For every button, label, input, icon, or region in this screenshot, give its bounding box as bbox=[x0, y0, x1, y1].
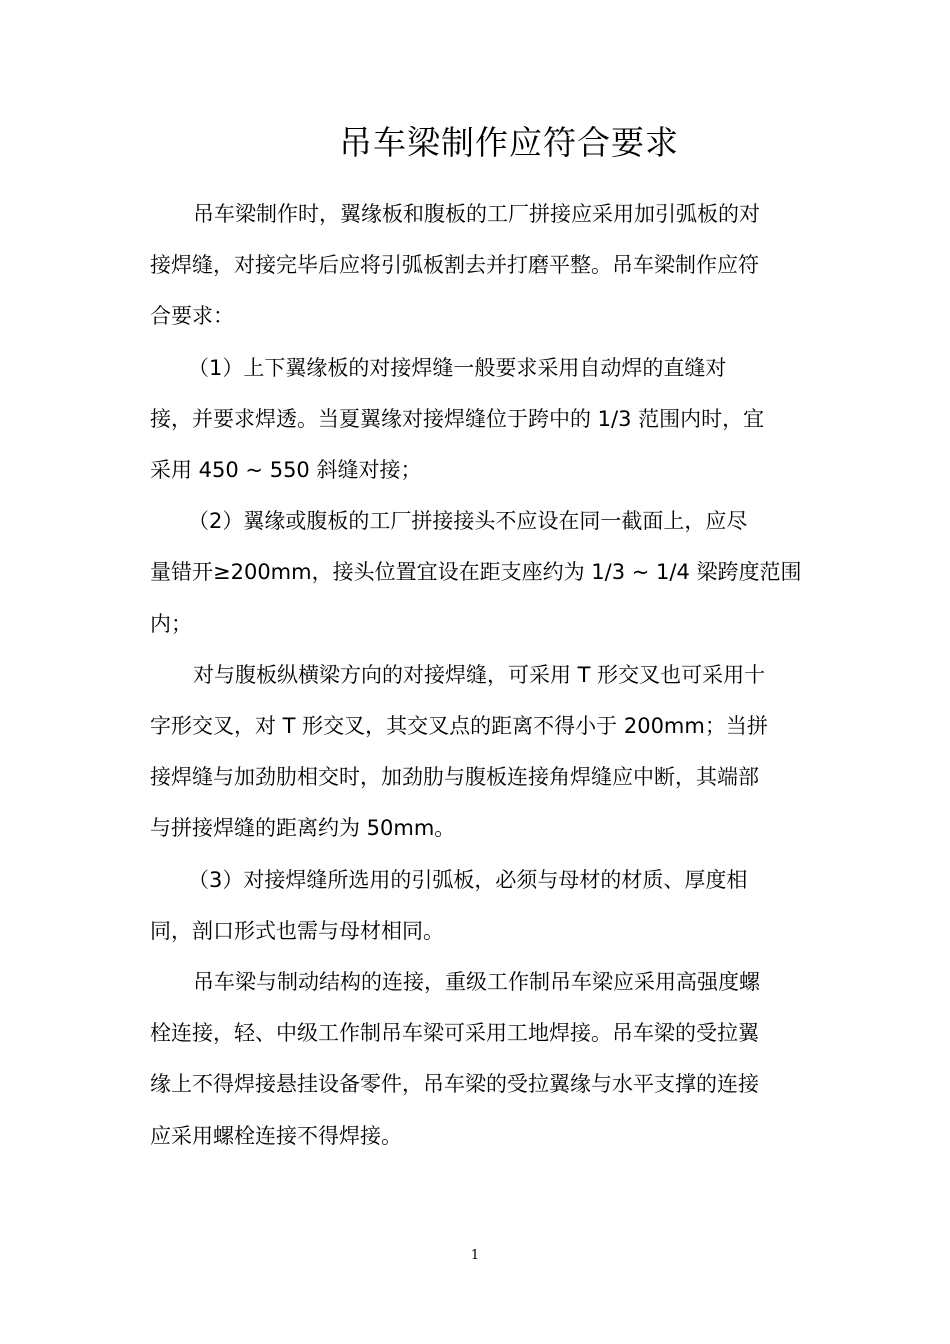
paragraph-item-1 bbox=[150, 343, 800, 497]
paragraph-line: 接焊缝与加劲肋相交时，加劲肋与腹板连接角焊缝应中断，其端部 bbox=[150, 765, 759, 790]
paragraph-line: 采用 450 ~ 550 斜缝对接； bbox=[150, 458, 422, 483]
paragraph-line: 缘上不得焊接悬挂设备零件，吊车梁的受拉翼缘与水平支撑的连接 bbox=[150, 1072, 759, 1097]
paragraph-line: （3）对接焊缝所选用的引弧板，必须与母材的材质、厚度相 bbox=[188, 867, 748, 892]
paragraph-line: 栓连接，轻、中级工作制吊车梁可采用工地焊接。吊车梁的受拉翼 bbox=[150, 1021, 759, 1046]
document-title: 吊车梁制作应符合要求 bbox=[339, 123, 679, 162]
paragraph-connection bbox=[150, 957, 800, 1162]
paragraph-line: 内； bbox=[150, 611, 192, 636]
paragraph-line: 吊车梁与制动结构的连接，重级工作制吊车梁应采用高强度螺 bbox=[193, 970, 760, 995]
paragraph-intro bbox=[150, 189, 800, 343]
paragraph-line: （1）上下翼缘板的对接焊缝一般要求采用自动焊的直缝对 bbox=[188, 355, 727, 380]
page-number: 1 bbox=[470, 1248, 480, 1263]
paragraph-line: 接焊缝，对接完毕后应将引弧板割去并打磨平整。吊车梁制作应符 bbox=[150, 253, 759, 278]
paragraph-line: 合要求： bbox=[150, 304, 234, 329]
paragraph-line: 应采用螺栓连接不得焊接。 bbox=[150, 1123, 402, 1148]
paragraph-line: 字形交叉，对 T 形交叉，其交叉点的距离不得小于 200mm；当拼 bbox=[150, 714, 768, 739]
paragraph-line: 量错开≥200mm，接头位置宜设在距支座约为 1/3 ~ 1/4 梁跨度范围 bbox=[150, 560, 802, 585]
paragraph-line: 吊车梁制作时，翼缘板和腹板的工厂拼接应采用加引弧板的对 bbox=[193, 202, 760, 226]
paragraph-line: （2）翼缘或腹板的工厂拼接接头不应设在同一截面上，应尽 bbox=[188, 509, 748, 534]
paragraph-item-2 bbox=[150, 496, 800, 650]
document-body bbox=[150, 189, 800, 1162]
paragraph-item-3 bbox=[150, 855, 800, 957]
paragraph-line: 接，并要求焊透。当夏翼缘对接焊缝位于跨中的 1/3 范围内时，宜 bbox=[150, 406, 765, 431]
paragraph-line: 同，剖口形式也需与母材相同。 bbox=[150, 918, 444, 943]
paragraph-line: 对与腹板纵横梁方向的对接焊缝，可采用 T 形交叉也可采用十 bbox=[193, 662, 766, 687]
paragraph-t-cross bbox=[150, 650, 800, 855]
paragraph-line: 与拼接焊缝的距离约为 50mm。 bbox=[150, 816, 456, 841]
